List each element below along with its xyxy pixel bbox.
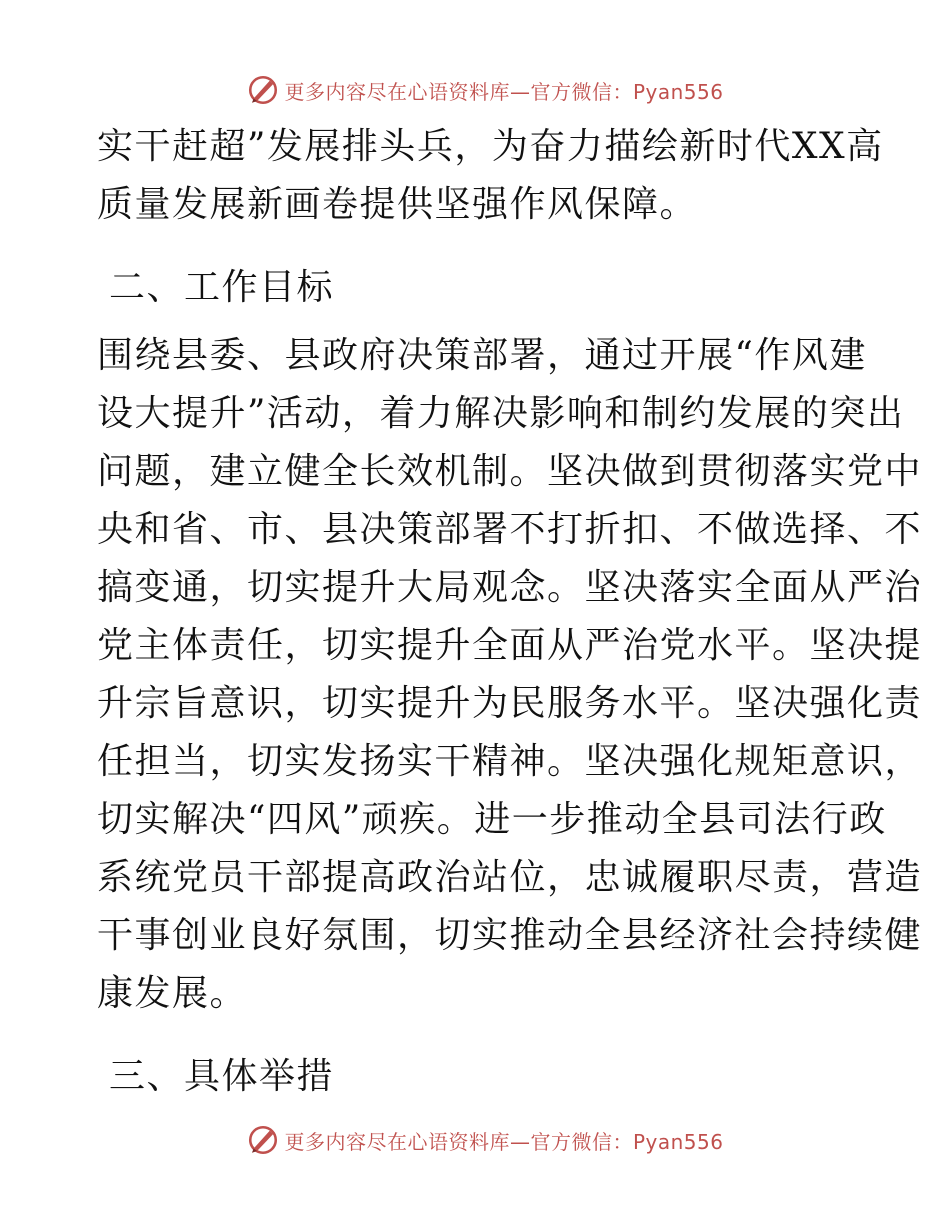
paragraph-line: 康发展。 [97, 973, 248, 1014]
paragraph-line: 设大提升”活动，着力解决影响和制约发展的突出 [97, 393, 905, 434]
paragraph-line: 实干赶超”发展排头兵，为奋力描绘新时代XX高 [97, 126, 884, 167]
pen-logo-icon [246, 1123, 280, 1157]
pen-logo-icon [246, 73, 280, 107]
paragraph-line: 央和省、市、县决策部署不打折扣、不做选择、不 [97, 509, 923, 550]
section-heading-measures: 三、具体举措 [109, 1056, 335, 1097]
paragraph-line: 系统党员干部提高政治站位，忠诚履职尽责，营造 [97, 857, 923, 898]
paragraph-line: 党主体责任，切实提升全面从严治党水平。坚决提 [97, 625, 923, 666]
paragraph-line: 围绕县委、县政府决策部署，通过开展“作风建 [97, 335, 867, 376]
paragraph-line: 搞变通，切实提升大局观念。坚决落实全面从严治 [97, 567, 923, 608]
watermark-text: 更多内容尽在心语资料库—官方微信：Pyan556 [284, 79, 724, 104]
document-body [97, 118, 923, 1106]
paragraph-line: 质量发展新画卷提供坚强作风保障。 [97, 184, 698, 225]
paragraph-line: 切实解决“四风”顽疾。进一步推动全县司法行政 [97, 799, 887, 840]
paragraph-line: 任担当，切实发扬实干精神。坚决强化规矩意识， [97, 741, 923, 782]
watermark-text: 更多内容尽在心语资料库—官方微信：Pyan556 [284, 1129, 724, 1154]
section-heading-goals: 二、工作目标 [109, 267, 335, 308]
paragraph-line: 升宗旨意识，切实提升为民服务水平。坚决强化责 [97, 683, 923, 724]
header-watermark [0, 70, 950, 110]
paragraph-line: 干事创业良好氛围，切实推动全县经济社会持续健 [97, 915, 923, 956]
footer-watermark [0, 1120, 950, 1160]
paragraph-line: 问题，建立健全长效机制。坚决做到贯彻落实党中 [97, 451, 923, 492]
